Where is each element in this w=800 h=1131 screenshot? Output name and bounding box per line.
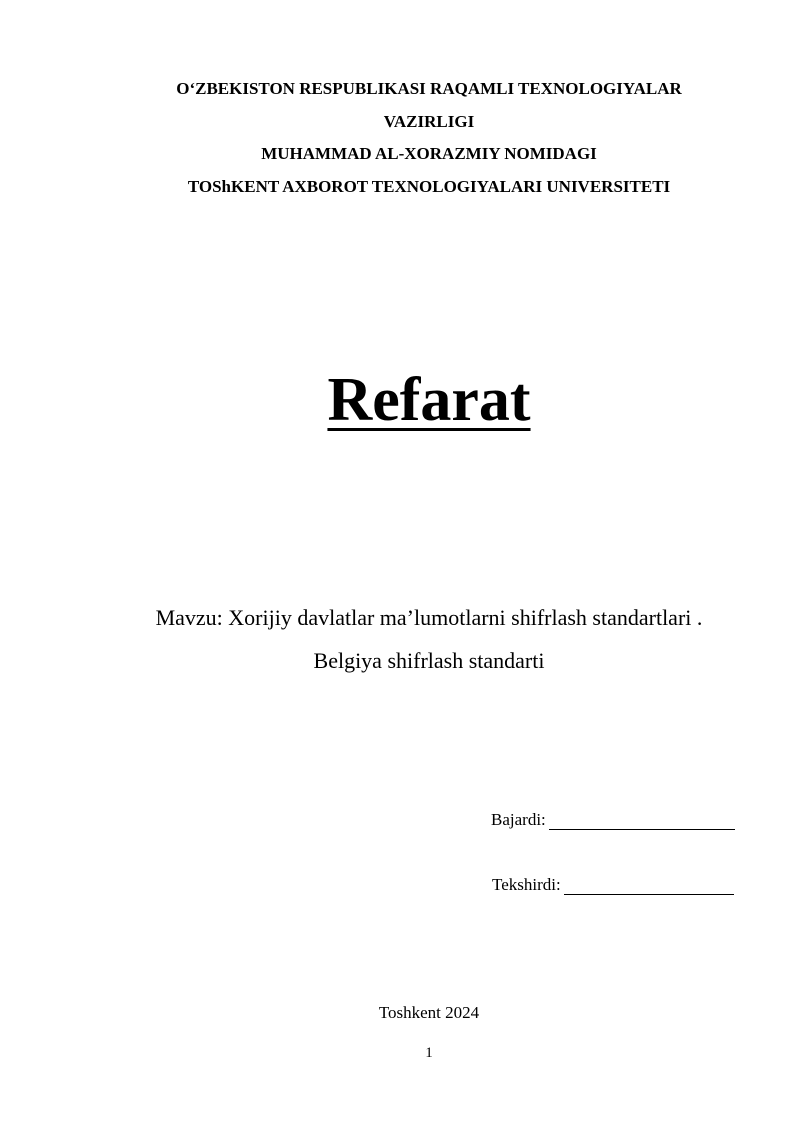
header-line-named-after: MUHAMMAD AL-XORAZMIY NOMIDAGI	[261, 144, 597, 163]
done-by-label: Bajardi:	[491, 810, 546, 829]
checked-by-label: Tekshirdi:	[492, 875, 561, 894]
university-header	[0, 73, 800, 203]
page-number: 1	[425, 1045, 433, 1061]
topic-line-2: Belgiya shifrlash standarti	[313, 648, 545, 673]
header-line-university: TOShKENT AXBOROT TEXNOLOGIYALARI UNIVERSITETI	[187, 176, 671, 196]
done-by-signature-line	[549, 813, 735, 830]
done-by-row	[491, 810, 735, 830]
checked-by-signature-line	[564, 878, 734, 895]
header-line-ministry-cont: VAZIRLIGI	[383, 111, 475, 131]
checked-by-row	[492, 875, 734, 895]
document-title: Refarat	[327, 366, 531, 434]
header-line-ministry: O‘ZBEKISTON RESPUBLIKASI RAQAMLI TEXNOLOGIYALAR	[176, 79, 682, 98]
place-year: Toshkent 2024	[378, 1003, 480, 1022]
topic-line-1: Mavzu: Xorijiy davlatlar ma’lumotlarni shifrlash standartlari .	[155, 605, 703, 630]
topic-block	[0, 596, 800, 682]
